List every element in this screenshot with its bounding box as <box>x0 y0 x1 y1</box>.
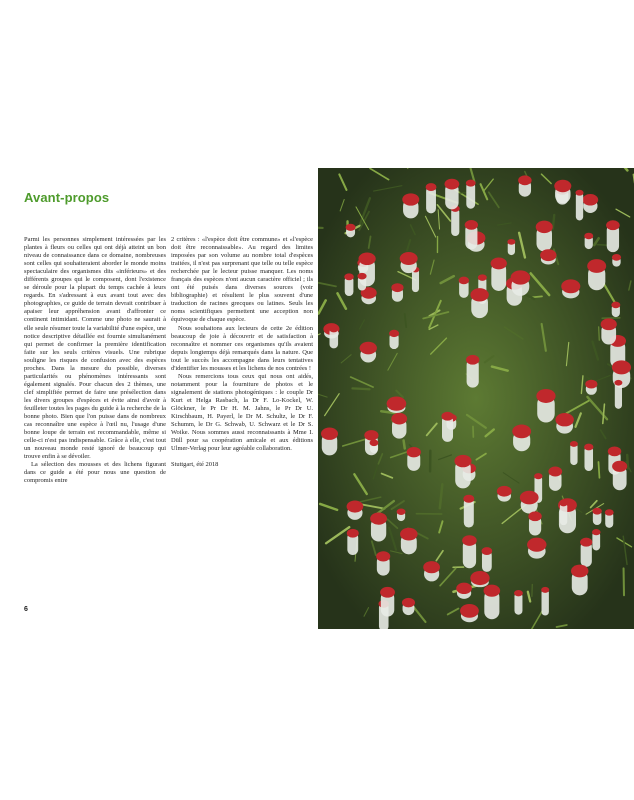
lichen-moss-photo-drawing <box>318 168 634 629</box>
page-number: 6 <box>24 606 28 613</box>
paragraph: La sélection des mousses et des lichens figurant dans ce guide a été pour nous une question de compromis entre <box>24 461 166 485</box>
paragraph: Nous souhaitons aux lecteurs de cette 2e édition beaucoup de joie à découvrir et de satisfaction à reconnaître et nommer ces organismes qu'ils avaient depuis longtemps déjà remarqués dans la nature. Que tout le succès les accompagne dans leurs tentatives d'identifier les mousses et les lichens de nos contrées ! <box>171 324 313 372</box>
text-column-left <box>24 236 166 485</box>
paragraph: Nous remercions tous ceux qui nous ont aidés, notamment pour la fourniture de photos et le signalement de stations photogéniques : le couple Dr Kurt et Helga Rasbach, la Dr F. Lo-Kockel, W. Glöckner, le Pr Dr H. M. Jahns, le Pr Dr U. Kirschbaum, H. Payerl, le Dr M. Schultz, le Dr F. Schumm, le Dr G. Schwab, U. Schwarz et le Dr S. Woike. Nous sommes aussi reconnaissants à Mme I. Düll pour sa coopération amicale et aux éditions Ulmer-Verlag pour leur agréable collaboration. <box>171 372 313 453</box>
lichen-moss-photo <box>318 168 634 629</box>
text-column-right <box>171 236 313 469</box>
paragraph: 2 critères : «l'espèce doit être commune» et «l'espèce doit être reconnaissable». Au regard des limites imposées par son volume au nombre total d'espèces traitées, il n'est pas surprenant que telle ou telle espèce recherchée par le lecteur puisse manquer. Les noms français des espèces n'ont aucun caractère officiel ; ils ont été puisés dans diverses sources (voir bibliographie) et résultent le plus souvent d'une traduction de racines grecques ou latines. Seuls les noms scientifiques permettent une acception non équivoque de chaque espèce. <box>171 236 313 324</box>
paragraph: Parmi les personnes simplement intéressées par les plantes à fleurs ou celles qui ont déjà atteint un bon niveau de connaissance dans ce domaine, nombreuses sont celles qui souhaiteraient aborder le monde moins spectaculaire des organismes dits «inférieurs» et des différents groupes qui le composent, dont l'existence se déroule pour la plupart du temps cachée à leurs regards. En s'adressant à eux avant tout avec des photographies, ce guide de terrain devrait contribuer à apaiser leur appréhension avant d'affronter ce continent intimidant. Comme une photo ne saurait à elle seule résumer toute la variabilité d'une espèce, une notice descriptive détaillée est fournie simultanément qui permet de confirmer la première identification faite sur les seuls critères visuels. Une rubrique souligne les risques de confusion avec des espèces proches. Dans la mesure du possible, diverses particularités ou phénomènes intéressants sont également signalés. Pour chacun des 2 thèmes, une clef simplifiée permet de faire une présélection dans les divers groupes d'espèces et évite ainsi d'avoir à feuilleter toutes les pages du guide à la recherche de la bonne photo. Bien que l'on puisse dans de nombreux cas reconnaître une espèce à l'œil nu, l'usage d'une bonne loupe de terrain est recommandable, même si celle-ci n'est pas indispensable. Grâce à elle, c'est tout un nouveau monde resté ignoré de beaucoup qui trouve enfin à se dévoiler. <box>24 236 166 461</box>
signature: Stuttgart, été 2018 <box>171 461 219 469</box>
page-title: Avant-propos <box>24 190 110 205</box>
